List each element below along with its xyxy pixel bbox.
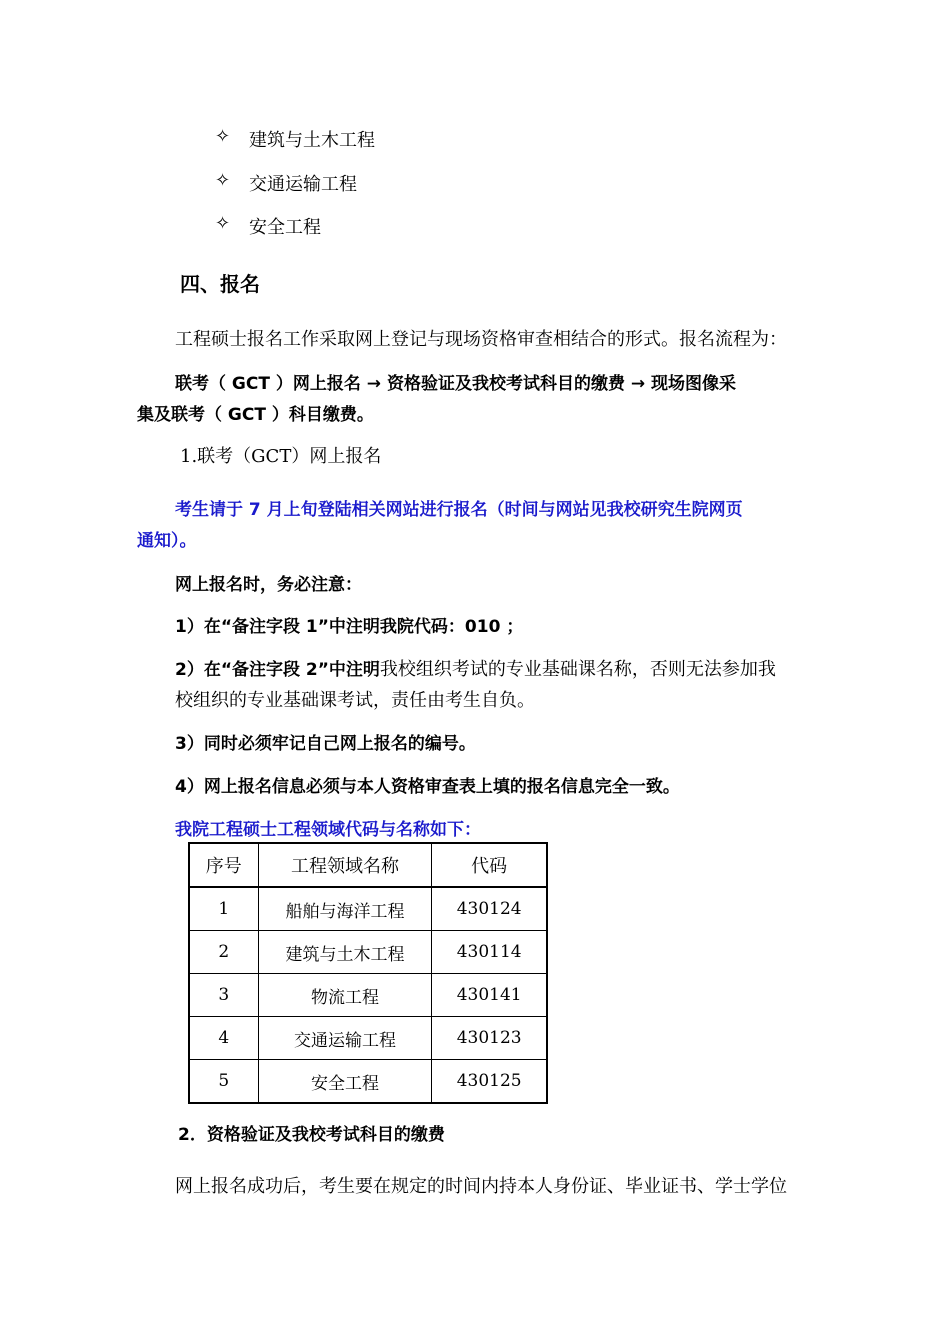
header-field-name: 工程领域名称	[258, 843, 432, 887]
note-1: 1）在“备注字段 1”中注明我院代码：010 ；	[175, 617, 524, 637]
cell-index: 3	[189, 974, 258, 1017]
table-row	[189, 931, 547, 974]
field-code-table	[188, 842, 548, 1104]
table-row	[189, 1060, 547, 1104]
cell-code: 430124	[432, 887, 547, 931]
bullet-item-1: 建筑与土木工程	[249, 130, 375, 151]
cell-field-name: 建筑与土木工程	[258, 931, 432, 974]
cell-index: 4	[189, 1017, 258, 1060]
bullet-icon: ✧	[215, 170, 231, 191]
note-4: 4）网上报名信息必须与本人资格审查表上填的报名信息完全一致。	[175, 777, 680, 797]
cell-code: 430141	[432, 974, 547, 1017]
bullet-item-3: 安全工程	[249, 217, 321, 238]
cell-field-name: 物流工程	[258, 974, 432, 1017]
cell-field-name: 船舶与海洋工程	[258, 887, 432, 931]
flow-line-1: 联考（ GCT ）网上报名 → 资格验证及我校考试科目的缴费 → 现场图像采	[175, 374, 737, 394]
notice-line-1: 考生请于 7 月上旬登陆相关网站进行报名（时间与网站见我校研究生院网页	[175, 500, 743, 520]
cell-code: 430123	[432, 1017, 547, 1060]
cell-index: 5	[189, 1060, 258, 1104]
table-row	[189, 1017, 547, 1060]
cell-code: 430114	[432, 931, 547, 974]
bullet-item-2: 交通运输工程	[249, 174, 357, 195]
note-2	[175, 655, 776, 681]
bullet-icon: ✧	[215, 213, 231, 234]
table-header-row	[189, 843, 547, 887]
header-index: 序号	[189, 843, 258, 887]
note-2-line-2: 校组织的专业基础课考试，责任由考生自负。	[175, 690, 535, 711]
table-row	[189, 974, 547, 1017]
subsection-title-2: 2．资格验证及我校考试科目的缴费	[178, 1125, 445, 1145]
table-caption: 我院工程硕士工程领域代码与名称如下：	[175, 820, 481, 840]
note-2-bold: 2）在“备注字段 2”中注明	[175, 660, 380, 680]
note-3: 3）同时必须牢记自己网上报名的编号。	[175, 734, 476, 754]
flow-line-2: 集及联考（ GCT ）科目缴费。	[137, 405, 374, 425]
note-2-rest: 我校组织考试的专业基础课名称，否则无法参加我	[379, 659, 776, 680]
last-paragraph: 网上报名成功后，考生要在规定的时间内持本人身份证、毕业证书、学士学位	[175, 1176, 787, 1197]
attention-heading: 网上报名时，务必注意：	[175, 575, 362, 595]
bullet-icon: ✧	[215, 126, 231, 147]
header-code: 代码	[432, 843, 547, 887]
notice-line-2: 通知）。	[137, 531, 197, 551]
cell-code: 430125	[432, 1060, 547, 1104]
cell-field-name: 交通运输工程	[258, 1017, 432, 1060]
intro-paragraph: 工程硕士报名工作采取网上登记与现场资格审查相结合的形式。报名流程为：	[175, 329, 787, 350]
cell-field-name: 安全工程	[258, 1060, 432, 1104]
subsection-title-1: 1.联考（GCT）网上报名	[180, 446, 382, 467]
cell-index: 1	[189, 887, 258, 931]
table-row	[189, 887, 547, 931]
cell-index: 2	[189, 931, 258, 974]
section-heading: 四、报名	[180, 272, 260, 296]
